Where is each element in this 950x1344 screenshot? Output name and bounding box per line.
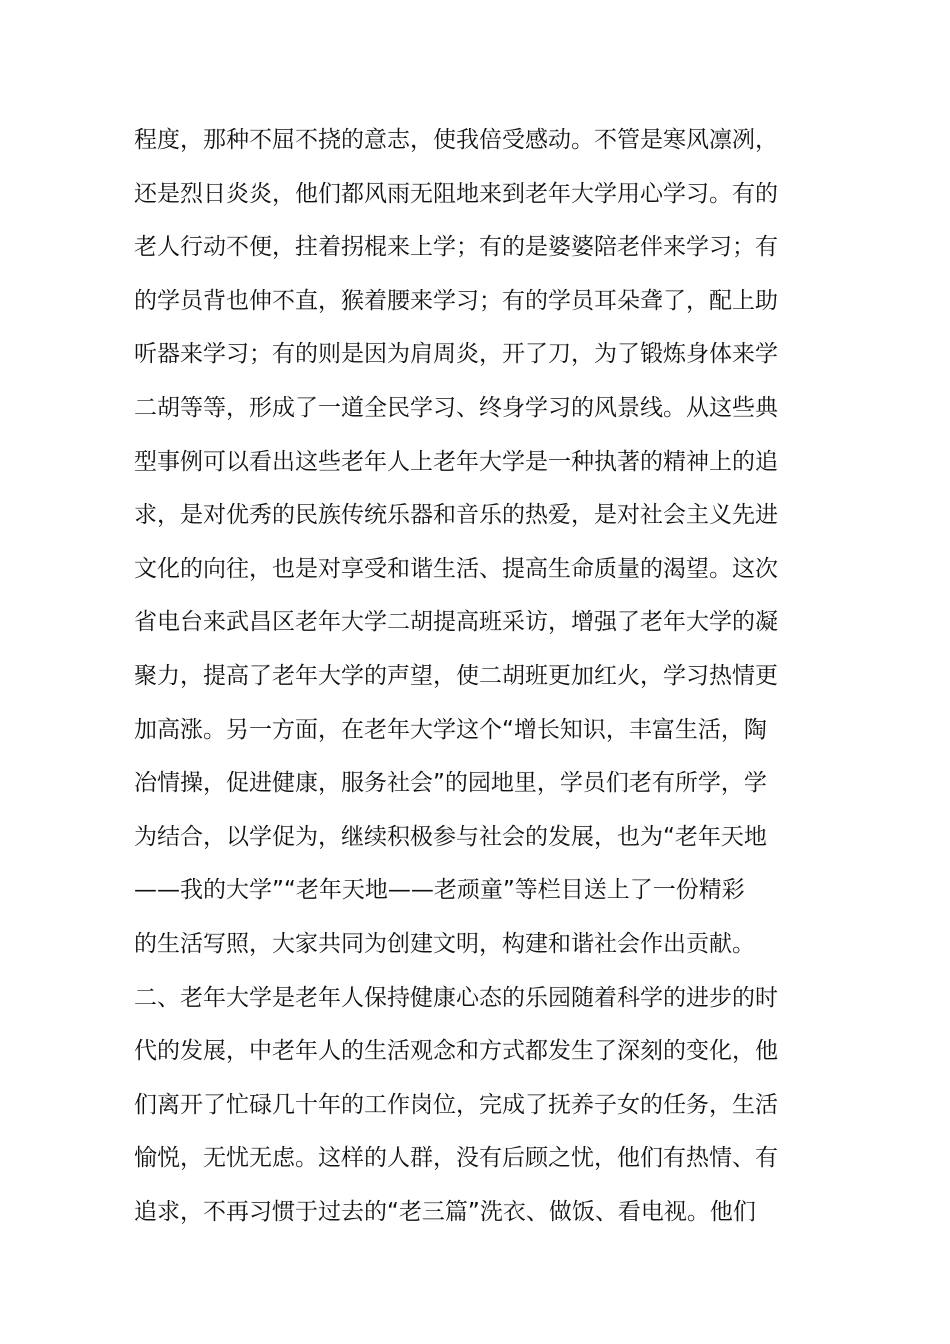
text-line: 型事例可以看出这些老年人上老年大学是一种执著的精神上的追: [134, 448, 778, 475]
section-heading-line: 二、老年大学是老年人保持健康心态的乐园随着科学的进步的时: [134, 984, 778, 1011]
text-line: 求，是对优秀的民族传统乐器和音乐的热爱，是对社会主义先进: [134, 502, 778, 529]
text-line: 文化的向往，也是对享受和谐生活、提高生命质量的渴望。这次: [134, 555, 778, 582]
text-line: 愉悦，无忧无虑。这样的人群，没有后顾之忧，他们有热情、有: [134, 1145, 778, 1172]
text-line: 冶情操，促进健康，服务社会”的园地里，学员们老有所学，学: [134, 770, 767, 797]
text-line: 加高涨。另一方面，在老年大学这个“增长知识，丰富生活，陶: [134, 716, 767, 743]
text-line: 的生活写照，大家共同为创建文明，构建和谐社会作出贡献。: [134, 930, 755, 957]
text-line: 程度，那种不屈不挠的意志，使我倍受感动。不管是寒风凛冽，: [134, 127, 778, 153]
text-line: 老人行动不便，拄着拐棍来上学；有的是婆婆陪老伴来学习；有: [134, 234, 778, 261]
text-line: 为结合，以学促为，继续积极参与社会的发展，也为“老年天地: [134, 823, 767, 850]
text-line: 聚力，提高了老年大学的声望，使二胡班更加红火，学习热情更: [134, 662, 778, 689]
text-line: 追求，不再习惯于过去的“老三篇”洗衣、做饭、看电视。他们: [134, 1198, 756, 1225]
text-line: 二胡等等，形成了一道全民学习、终身学习的风景线。从这些典: [134, 394, 778, 421]
text-line: ——我的大学”“老年天地——老顽童”等栏目送上了一份精彩: [134, 877, 745, 904]
text-line: 还是烈日炎炎，他们都风雨无阻地来到老年大学用心学习。有的: [134, 180, 778, 207]
text-line: 们离开了忙碌几十年的工作岗位，完成了抚养子女的任务，生活: [134, 1091, 778, 1118]
body-text: [134, 114, 794, 1239]
text-line: 省电台来武昌区老年大学二胡提高班采访，增强了老年大学的凝: [134, 609, 778, 636]
text-line: 的学员背也伸不直，猴着腰来学习；有的学员耳朵聋了，配上助: [134, 287, 778, 314]
text-line: 听器来学习；有的则是因为肩周炎，开了刀，为了锻炼身体来学: [134, 341, 778, 368]
text-line: 代的发展，中老年人的生活观念和方式都发生了深刻的变化，他: [134, 1038, 778, 1065]
